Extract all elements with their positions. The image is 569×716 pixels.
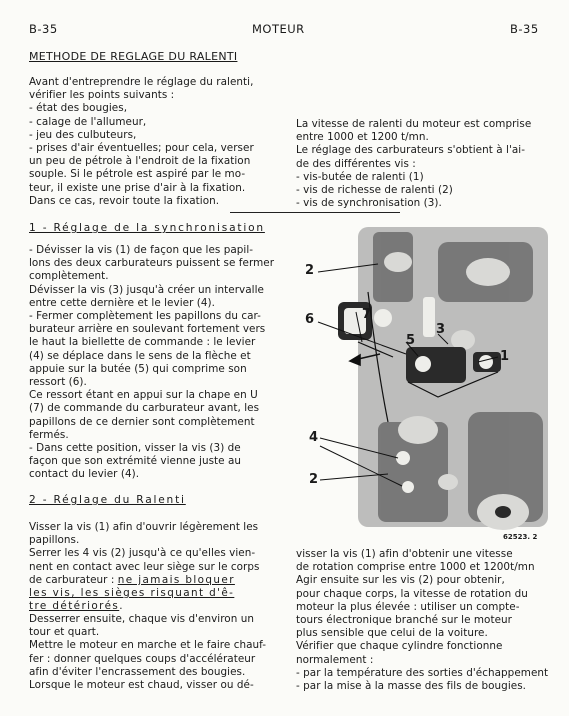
- section1-line-9: (4) se déplace dans le sens de la flèche et: [29, 349, 251, 362]
- warning-emphasis-3-line: tre détériorés.: [29, 600, 123, 612]
- speed-line-5: - vis-butée de ralenti (1): [296, 170, 424, 183]
- intro-line-8: souple. Si le pétrole est aspiré par le mo-: [29, 168, 246, 181]
- intro-line-5: - jeu des culbuteurs,: [29, 128, 137, 141]
- section2-after-line-3: Mettre le moteur en marche et le faire chauf-: [29, 639, 267, 652]
- section1-line-8: le haut la biellette de commande : le levier: [29, 336, 256, 349]
- section2-line-2: papillons.: [29, 534, 80, 547]
- callout-2-top: 2: [305, 263, 315, 278]
- page-number-right: B-35: [510, 22, 539, 36]
- intro-line-1: Avant d'entreprendre le réglage du ralenti,: [29, 76, 254, 88]
- section1-line-10: appuie sur la butée (5) qui comprime son: [29, 362, 247, 375]
- intro-line-6: - prises d'air éventuelles; pour cela, verser: [29, 142, 254, 154]
- right-bottom-line-3: Agir ensuite sur les vis (2) pour obtenir,: [296, 574, 505, 587]
- right-bottom-line-11: - par la mise à la masse des fils de bougies.: [296, 680, 527, 692]
- section1-line-17: façon que son extrémité vienne juste au: [29, 455, 242, 468]
- section1-line-12: Ce ressort étant en appui sur la chape en U: [29, 389, 258, 402]
- intro-line-2: vérifier les points suivants :: [29, 89, 175, 102]
- section1-line-11: ressort (6).: [29, 376, 87, 388]
- section1-line-4: Dévisser la vis (3) jusqu'à créer un intervalle: [29, 283, 264, 296]
- running-header: MOTEUR: [252, 22, 305, 36]
- page-number-left: B-35: [29, 22, 58, 36]
- callout-7: 7: [362, 307, 372, 322]
- section1-line-13: (7) de commande du carburateur avant, les: [29, 402, 260, 415]
- right-bottom-line-8: Vérifier que chaque cylindre fonctionne: [296, 640, 503, 653]
- speed-line-7: - vis de synchronisation (3).: [296, 197, 442, 210]
- callout-3: 3: [436, 322, 446, 337]
- intro-line-10: Dans ce cas, revoir toute la fixation.: [29, 194, 220, 207]
- section-divider: [230, 212, 400, 213]
- section2-title: 2 - Réglage du Ralenti: [29, 494, 186, 506]
- right-bottom-line-10: - par la température des sorties d'échappement: [296, 666, 549, 679]
- intro-line-3: - état des bougies,: [29, 102, 128, 115]
- speed-line-3: Le réglage des carburateurs s'obtient à l'ai-: [296, 144, 526, 157]
- right-bottom-line-4: pour chaque corps, la vitesse de rotation du: [296, 587, 528, 600]
- section2-after-line-6: Lorsque le moteur est chaud, visser ou dé-: [29, 679, 254, 691]
- right-bottom-line-7: plus sensible que celui de la voiture.: [296, 627, 488, 640]
- intro-line-7: un peu de pétrole à l'endroit de la fixation: [29, 155, 251, 168]
- section1-line-18: contact du levier (4).: [29, 468, 140, 481]
- section2-after-line-2: tour et quart.: [29, 626, 100, 639]
- warning-emphasis-2: les vis, les sièges risquant d'ê-: [29, 587, 235, 599]
- page-title: METHODE DE REGLAGE DU RALENTI: [29, 50, 238, 63]
- right-bottom-line-9: normalement :: [296, 653, 374, 666]
- section1-title: 1 - Réglage de la synchronisation: [29, 222, 265, 234]
- section1-line-15: fermés.: [29, 428, 69, 441]
- speed-line-4: de des différentes vis :: [296, 157, 416, 170]
- speed-line-2: entre 1000 et 1200 t/mn.: [296, 131, 429, 144]
- warning-emphasis-3: tre détériorés: [29, 600, 120, 612]
- warning-emphasis-1: ne jamais bloquer: [117, 574, 235, 586]
- right-bottom-line-5: moteur la plus élevée : utiliser un compte-: [296, 600, 520, 613]
- speed-line-6: - vis de richesse de ralenti (2): [296, 184, 453, 196]
- section1-line-7: burateur arrière en soulevant fortement vers: [29, 323, 266, 336]
- callout-5: 5: [406, 333, 416, 348]
- section2-after-line-1: Desserrer ensuite, chaque vis d'environ un: [29, 613, 254, 625]
- section2-after-line-4: fer : donner quelques coups d'accélérateur: [29, 652, 256, 665]
- section2-line-1: Visser la vis (1) afin d'ouvrir légèrement les: [29, 521, 259, 533]
- callout-4: 4: [309, 430, 319, 445]
- figure-number: 62523. 2: [503, 533, 538, 541]
- section1-line-3: complètement.: [29, 270, 109, 283]
- callout-1: 1: [500, 349, 510, 364]
- section2-line-5: de carburateur : ne jamais bloquer: [29, 574, 235, 586]
- carburetor-figure: [298, 222, 558, 544]
- section1-line-6: - Fermer complètement les papillons du car-: [29, 310, 261, 322]
- right-bottom-line-2: de rotation comprise entre 1000 et 1200t/mn: [296, 561, 535, 574]
- callout-6: 6: [305, 312, 315, 327]
- section2-line-4: nent en contact avec leur siège sur le corps: [29, 560, 260, 573]
- section2-after-line-5: afin d'éviter l'encrassement des bougies.: [29, 665, 246, 678]
- intro-line-4: - calage de l'allumeur,: [29, 115, 147, 128]
- section1-line-2: lons des deux carburateurs puissent se fermer: [29, 257, 275, 270]
- section1-line-5: entre cette dernière et le levier (4).: [29, 296, 215, 309]
- section2-line-3: Serrer les 4 vis (2) jusqu'à ce qu'elles vien-: [29, 547, 256, 560]
- section1-line-1: - Dévisser la vis (1) de façon que les papil-: [29, 244, 254, 256]
- speed-line-1: La vitesse de ralenti du moteur est comprise: [296, 118, 532, 130]
- intro-line-9: teur, il existe une prise d'air à la fixation.: [29, 181, 246, 194]
- callout-2-bottom: 2: [309, 472, 319, 487]
- right-bottom-line-6: tours électronique branché sur le moteur: [296, 614, 512, 626]
- right-bottom-line-1: visser la vis (1) afin d'obtenir une vitesse: [296, 548, 513, 560]
- section1-line-14: papillons de ce dernier sont complètement: [29, 415, 255, 428]
- section1-line-16: - Dans cette position, visser la vis (3) de: [29, 442, 241, 454]
